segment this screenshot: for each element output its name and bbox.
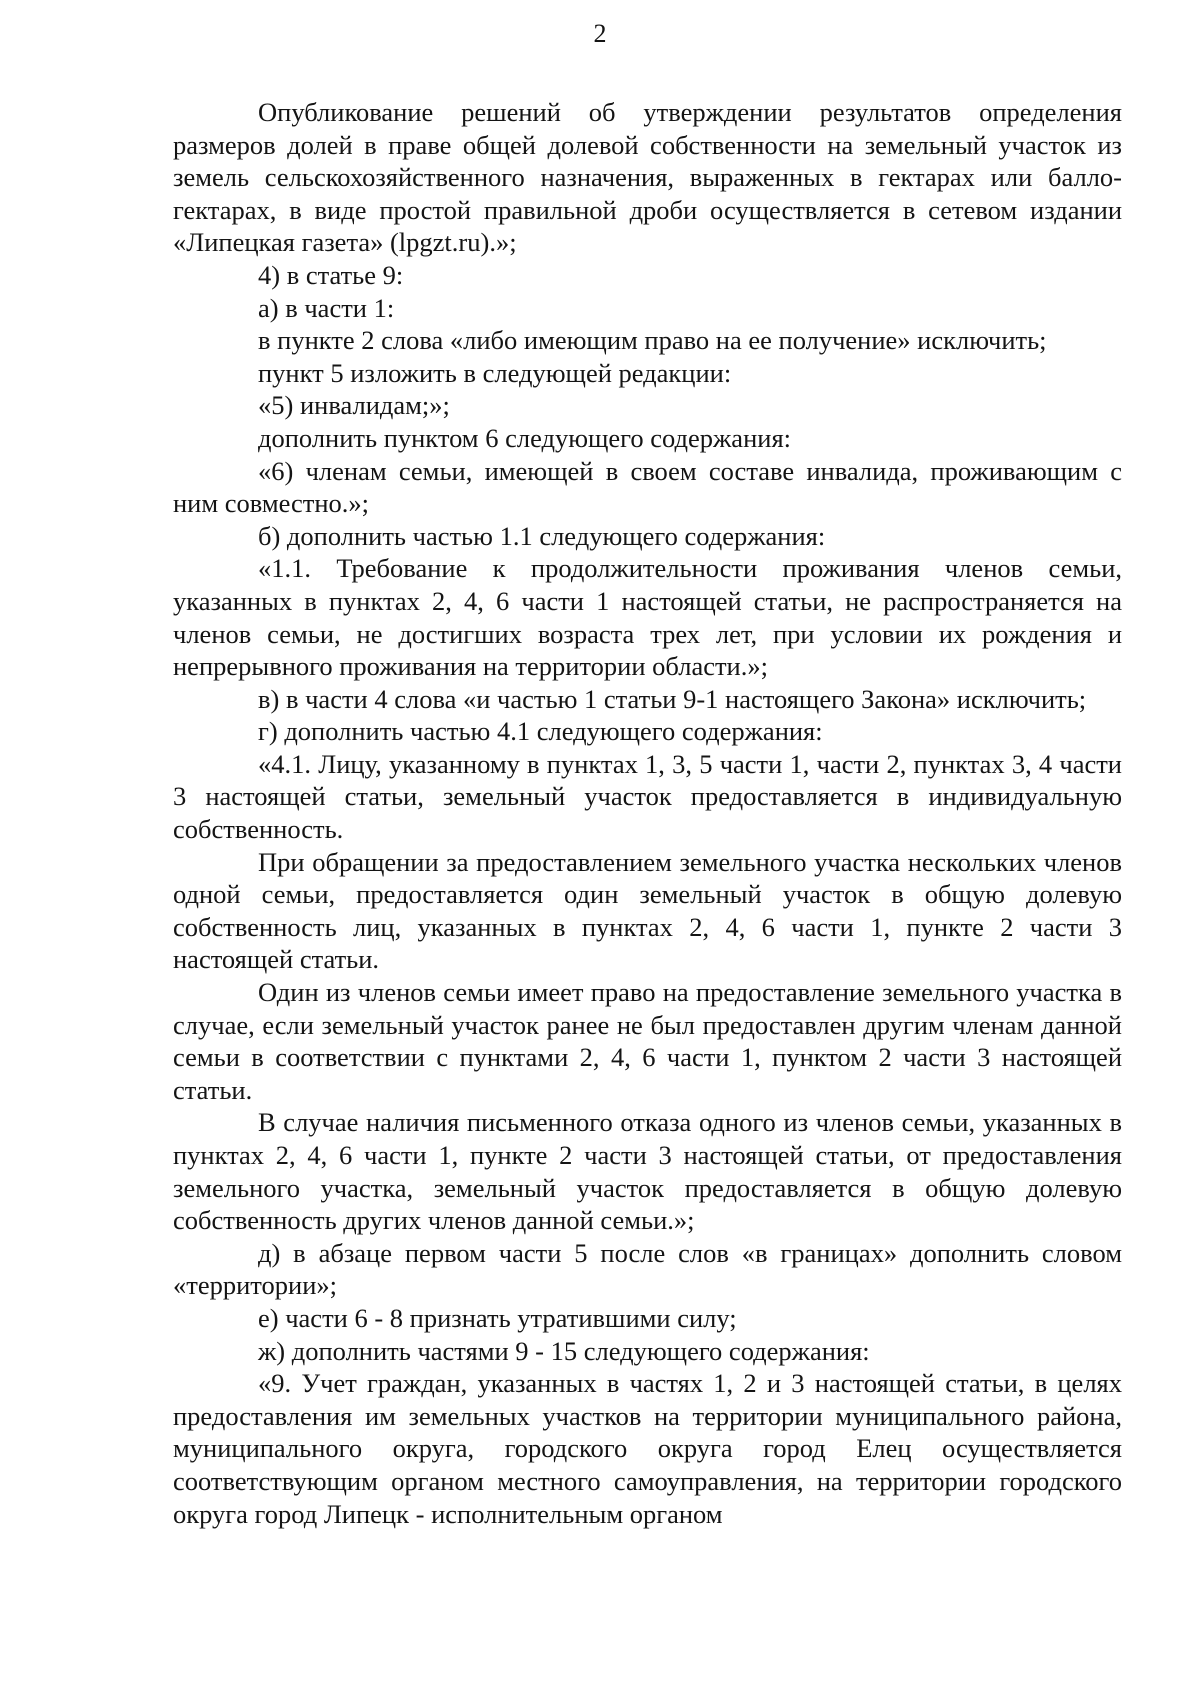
paragraph-item-e: е) части 6 - 8 признать утратившими силу; bbox=[258, 1302, 737, 1333]
paragraph-item-zh: ж) дополнить частями 9 - 15 следующего содержания: bbox=[258, 1335, 870, 1366]
paragraph-point-2: в пункте 2 слова «либо имеющим право на ее получение» исключить; bbox=[258, 325, 1047, 356]
paragraph-item-a: а) в части 1: bbox=[258, 292, 395, 323]
paragraph-item-v: в) в части 4 слова «и частью 1 статьи 9-1 настоящего Закона» исключить; bbox=[258, 683, 1087, 714]
paragraph-item-g: г) дополнить частью 4.1 следующего содержания: bbox=[258, 716, 823, 747]
paragraph-invalids: «5) инвалидам;»; bbox=[258, 390, 450, 421]
paragraph-written-refusal: В случае наличия письменного отказа одного из членов семьи, указанных в пунктах 2, 4, 6 части 1, пункте 2 части 3 настоящей статьи, от предоставления земельного участка, земельный участок предоставляется в общую долевую собственность других членов данной семьи.»; bbox=[173, 1107, 1122, 1236]
paragraph-one-member: Один из членов семьи имеет право на предоставление земельного участка в случае, если земельный участок ранее не был предоставлен другим членам данной семьи в соответствии с пунктами 2, 4, 6 части 1, пунктом 2 части 3 настоящей статьи. bbox=[173, 977, 1122, 1105]
paragraph-part-1-1: «1.1. Требование к продолжительности проживания членов семьи, указанных в пунктах 2, 4, 6 части 1 настоящей статьи, не распространяется на членов семьи, не достигших возраста трех лет, при условии их рождения и непрерывного проживания на территории области.»; bbox=[173, 553, 1122, 682]
paragraph-part-4-1: «4.1. Лицу, указанному в пунктах 1, 3, 5 части 1, части 2, пунктах 3, 4 части 3 настоящей статьи, земельный участок предоставляется в индивидуальную собственность. bbox=[173, 748, 1122, 845]
paragraph-item-b: б) дополнить частью 1.1 следующего содержания: bbox=[258, 520, 826, 551]
paragraph-point-5: пункт 5 изложить в следующей редакции: bbox=[258, 357, 732, 388]
paragraph-several-members: При обращении за предоставлением земельного участка нескольких членов одной семьи, предоставляется один земельный участок в общую долевую собственность лиц, указанных в пунктах 2, 4, 6 части 1, пункте 2 части 3 настоящей статьи. bbox=[173, 846, 1122, 975]
paragraph-item-4: 4) в статье 9: bbox=[258, 259, 404, 290]
paragraph-publication: Опубликование решений об утверждении результатов определения размеров долей в праве общей долевой собственности на земельный участок из земель сельскохозяйственного назначения, выраженных в гектарах или балло-гектарах, в виде простой правильной дроби осуществляется в сетевом издании «Липецкая газета» (lpgzt.ru).»; bbox=[173, 97, 1122, 258]
document-body bbox=[173, 96, 1122, 1530]
paragraph-part-9: «9. Учет граждан, указанных в частях 1, 2 и 3 настоящей статьи, в целях предоставления им земельных участков на территории муниципального района, муниципального округа, городского округа город Елец осуществляется соответствующим органом местного самоуправления, на территории городского округа город Липецк - исполнительным органом bbox=[173, 1368, 1122, 1529]
paragraph-add-point-6: дополнить пунктом 6 следующего содержания: bbox=[258, 422, 791, 453]
paragraph-item-d: д) в абзаце первом части 5 после слов «в границах» дополнить словом «территории»; bbox=[173, 1237, 1122, 1301]
paragraph-point-6-text: «6) членам семьи, имеющей в своем составе инвалида, проживающим с ним совместно.»; bbox=[173, 455, 1122, 519]
page-number: 2 bbox=[593, 19, 607, 48]
